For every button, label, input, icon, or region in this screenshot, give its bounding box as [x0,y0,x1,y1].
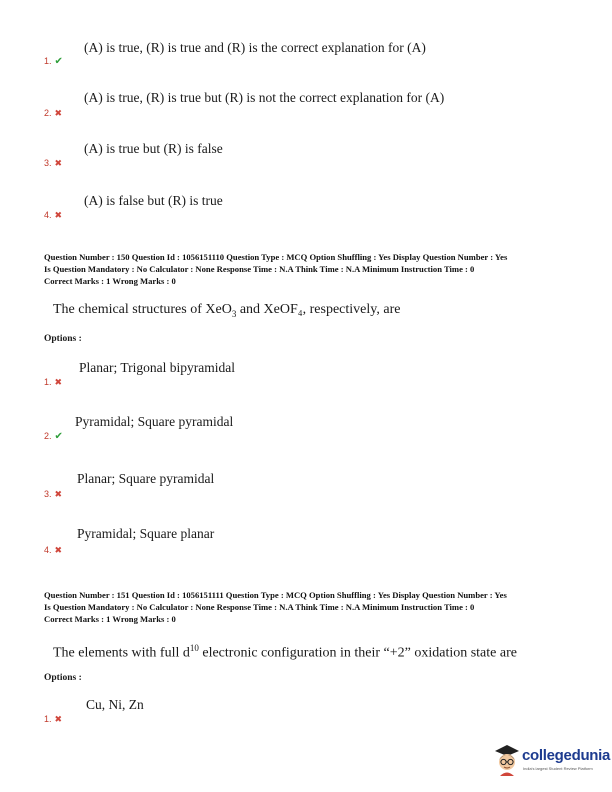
option-number: 1. [44,377,52,387]
q151-options-label: Options : [44,673,82,683]
q150-question-sub: 3 [231,308,237,319]
q150-meta-line-2: Is Question Mandatory : No Calculator : None Response Time : N.A Think Time : N.A Minimum Instruction Time : 0 [44,264,475,274]
q151-question-sup: 10 [189,643,199,653]
q151-option-1-text: Cu, Ni, Zn [86,697,144,712]
q150-option-2-text: Pyramidal; Square pyramidal [75,414,234,429]
logo-tagline: India's largest Student Review Platform [523,766,593,771]
option-number: 3. [44,489,52,499]
q150-meta [44,251,507,287]
q150-question-text [53,302,400,319]
correct-check-icon: ✔ [54,431,63,442]
q150-options-label: Options : [44,334,82,344]
option-number: 2. [44,108,52,118]
wrong-cross-icon: ✖ [54,377,63,387]
q150-question-pre: The chemical structures of XeO [53,302,232,317]
q150-option-1-text: Planar; Trigonal bipyramidal [79,360,235,375]
q151-question-post: electronic configuration in their “+2” oxidation state are [198,645,517,661]
q150-option-2-number [44,431,63,442]
q149-option-3-number [44,158,62,169]
q149-option-1-number [44,56,63,67]
q150-meta-line-1: Question Number : 150 Question Id : 1056151110 Question Type : MCQ Option Shuffling : Yes Display Question Number : Yes [44,252,508,262]
q149-option-2-text: (A) is true, (R) is true but (R) is not the correct explanation for (A) [84,90,445,105]
wrong-cross-icon: ✖ [54,545,63,555]
q150-option-3-number [44,489,62,500]
correct-check-icon: ✔ [54,56,63,67]
q151-option-1-number [44,714,62,725]
option-number: 2. [44,431,52,441]
q150-option-4-number [44,545,62,556]
q151-meta-line-1: Question Number : 151 Question Id : 1056151111 Question Type : MCQ Option Shuffling : Yes Display Question Number : Yes [44,590,507,600]
wrong-cross-icon: ✖ [54,158,63,168]
wrong-cross-icon: ✖ [54,108,63,118]
option-number: 4. [44,545,52,555]
q151-meta-line-2: Is Question Mandatory : No Calculator : None Response Time : N.A Think Time : N.A Minimum Instruction Time : 0 [44,602,475,612]
wrong-cross-icon: ✖ [54,714,63,724]
q149-option-4-number [44,210,62,221]
q149-option-1-text: (A) is true, (R) is true and (R) is the correct explanation for (A) [84,40,426,55]
q149-option-3-text: (A) is true but (R) is false [84,141,223,156]
q151-question-text [53,643,517,662]
graduate-mascot-icon [492,742,522,776]
q151-meta-line-3: Correct Marks : 1 Wrong Marks : 0 [44,614,176,624]
option-number: 4. [44,210,52,220]
q150-option-3-text: Planar; Square pyramidal [77,471,215,486]
wrong-cross-icon: ✖ [54,210,63,220]
q149-option-4-text: (A) is false but (R) is true [84,193,223,208]
q151-meta [44,589,507,625]
collegedunia-logo [492,740,611,778]
q149-option-2-number [44,108,62,119]
q151-question-pre: The elements with full d [53,645,190,661]
option-number: 1. [44,56,52,66]
wrong-cross-icon: ✖ [54,489,63,499]
q150-option-1-number [44,377,62,388]
q150-question-post: and XeOF₄, respectively, are [236,302,401,317]
q150-option-4-text: Pyramidal; Square planar [77,526,215,541]
q150-meta-line-3: Correct Marks : 1 Wrong Marks : 0 [44,276,176,286]
logo-wordmark: collegedunia [522,747,611,764]
option-number: 1. [44,714,52,724]
option-number: 3. [44,158,52,168]
